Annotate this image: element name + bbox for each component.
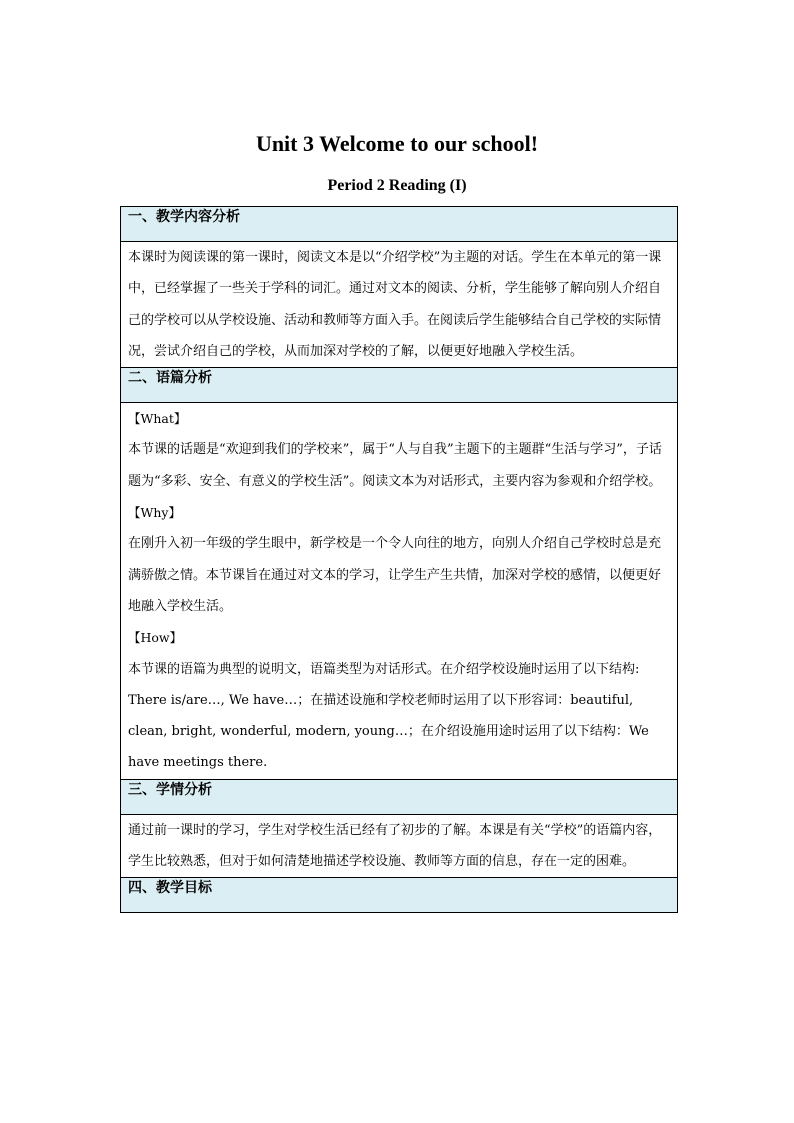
what-text: 本节课的话题是“欢迎到我们的学校来”，属于“人与自我”主题下的主题群“生活与学习”，子话题为“多彩、安全、有意义的学校生活”。阅读文本为对话形式，主要内容为参观和介绍学校。 [128,442,662,489]
section-body-content-analysis [121,242,678,368]
section-body-learner-analysis [121,814,678,878]
how-text: 本节课的语篇为典型的说明文，语篇类型为对话形式。在介绍学校设施时运用了以下结构: There is/are…, We have…；在描述设施和学校老师时运用了以下形容词：beautiful, clean, bright, wonderful, modern, young…；在介绍设施用途时运用了以下结构：We have meetings there. [128,661,649,771]
why-text: 在刚升入初一年级的学生眼中，新学校是一个令人向往的地方，向别人介绍自己学校时总是充满骄傲之情。本节课旨在通过对文本的学习，让学生产生共情，加深对学校的感情，以便更好地融入学校生活。 [128,536,662,614]
section-row [121,207,678,242]
section-row [121,368,678,403]
section-row [121,814,678,878]
section-heading-teaching-objectives: 四、教学目标 [121,878,678,913]
section-row [121,403,678,780]
document-title: Unit 3 Welcome to our school! [255,131,539,156]
section-heading-learner-analysis: 三、学情分析 [121,779,678,814]
section-heading-content-analysis: 一、教学内容分析 [121,207,678,242]
section-body-discourse-analysis [121,403,678,780]
why-label: 【Why】 [128,505,181,521]
section-row [121,242,678,368]
how-label: 【How】 [128,630,183,646]
section-heading-discourse-analysis: 二、语篇分析 [121,368,678,403]
content-analysis-text: 本课时为阅读课的第一课时，阅读文本是以“介绍学校”为主题的对话。学生在本单元的第一课中，已经掌握了一些关于学科的词汇。通过对文本的阅读、分析，学生能够了解向别人介绍自己的学校可以从学校设施、活动和教师等方面入手。在阅读后学生能够结合自己学校的实际情况，尝试介绍自己的学校，从而加深对学校的了解，以便更好地融入学校生活。 [128,250,662,359]
learner-analysis-text: 通过前一课时的学习，学生对学校生活已经有了初步的了解。本课是有关“学校”的语篇内容，学生比较熟悉，但对于如何清楚地描述学校设施、教师等方面的信息，存在一定的困难。 [128,822,662,870]
section-row [121,779,678,814]
document-subtitle: Period 2 Reading (I) [327,177,467,194]
lesson-plan-table [120,206,678,913]
section-row [121,878,678,913]
what-label: 【What】 [128,411,187,427]
